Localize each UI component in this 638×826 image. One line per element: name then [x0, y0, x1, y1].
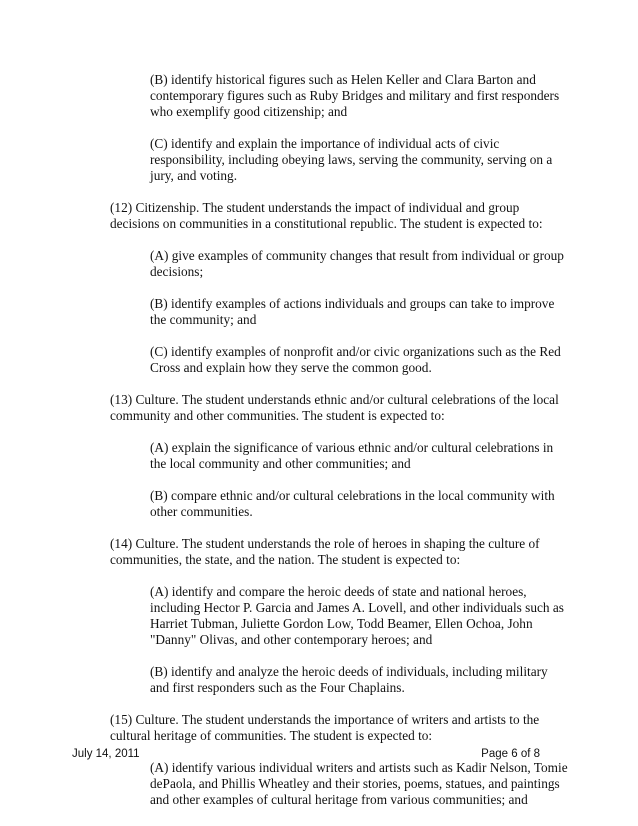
item-13a: (A) explain the significance of various ethnic and/or cultural celebrations in the local community and other communities; and [150, 440, 554, 471]
section-12-heading: (12) Citizenship. The student understands the impact of individual and group decisions on communities in a constitutional republic. The student is expected to: [110, 200, 543, 231]
item-11c: (C) identify and explain the importance of individual acts of civic responsibility, including obeying laws, serving the community, serving on a jury, and voting. [150, 136, 553, 183]
item-12b: (B) identify examples of actions individuals and groups can take to improve the community; and [150, 296, 555, 327]
item-14a: (A) identify and compare the heroic deeds of state and national heroes, including Hector P. Garcia and James A. Lovell, and other individuals such as Harriet Tubman, Juliette Gordon Low, Todd Beamer, Ellen Ochoa, John "Danny" Olivas, and other contemporary heroes; and [150, 584, 564, 647]
item-12a: (A) give examples of community changes that result from individual or group decisions; [150, 248, 564, 279]
footer-page-number: Page 6 of 8 [481, 748, 540, 760]
item-14b: (B) identify and analyze the heroic deeds of individuals, including military and first responders such as the Four Chaplains. [150, 664, 548, 695]
page-footer [72, 748, 540, 760]
footer-date: July 14, 2011 [72, 748, 140, 760]
item-11b: (B) identify historical figures such as Helen Keller and Clara Barton and contemporary figures such as Ruby Bridges and military and first responders who exemplify good citizenship; and [150, 72, 560, 119]
item-12c: (C) identify examples of nonprofit and/or civic organizations such as the Red Cross and explain how they serve the common good. [150, 344, 561, 375]
item-13b: (B) compare ethnic and/or cultural celebrations in the local community with other communities. [150, 488, 555, 519]
document-body [110, 72, 570, 808]
item-15a: (A) identify various individual writers and artists such as Kadir Nelson, Tomie dePaola, and Phillis Wheatley and their stories, poems, statues, and paintings and other examples of cultural heritage from various communities; and [150, 760, 568, 807]
section-15-heading: (15) Culture. The student understands the importance of writers and artists to the cultural heritage of communities. The student is expected to: [110, 712, 540, 743]
section-14-heading: (14) Culture. The student understands the role of heroes in shaping the culture of communities, the state, and the nation. The student is expected to: [110, 536, 540, 567]
section-13-heading: (13) Culture. The student understands ethnic and/or cultural celebrations of the local community and other communities. The student is expected to: [110, 392, 559, 423]
